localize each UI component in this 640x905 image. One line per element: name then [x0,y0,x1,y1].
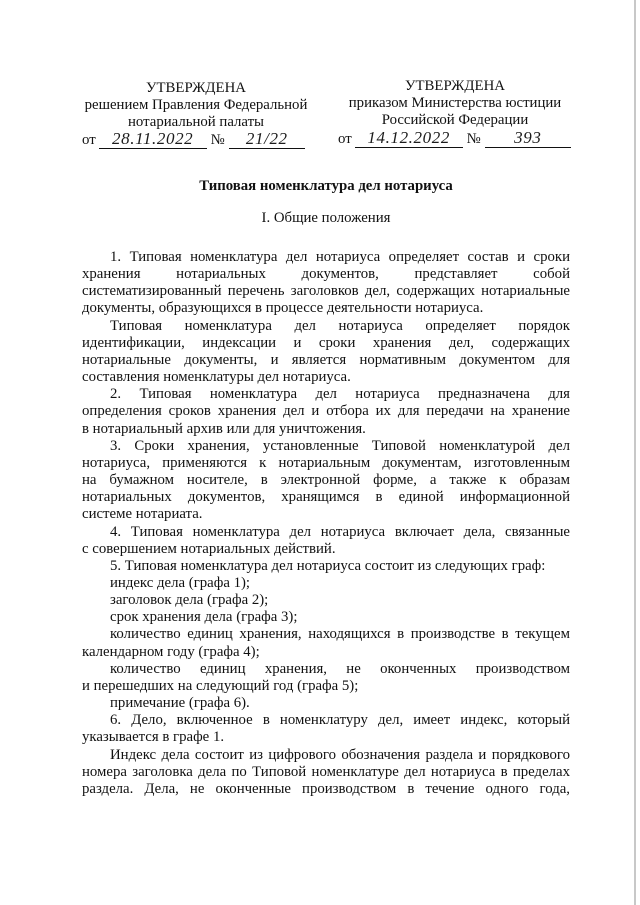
date-prefix-label: от [338,131,352,147]
paragraph-line: нотариальных документов, хранящимся в единой информационной [82,489,570,506]
number-sign-label: № [466,131,481,147]
approval-issuer-line: решением Правления Федеральной [84,97,308,113]
paragraph-line: в нотариальный архив или для уничтожения. [82,420,366,437]
paragraph [82,438,570,524]
paragraph-line: нотариальные документы, и является нормативным документом для [82,351,570,368]
paragraph-line: 6. Дело, включенное в номенклатуру дел, имеет индекс, который [110,712,570,729]
section-heading: I. Общие положения [261,210,391,226]
paragraph-line: и перешедших на следующий год (графа 5); [82,677,359,694]
paragraph-line: на бумажном носителе, в электронной форме, а также к образам [82,472,570,489]
paragraph [82,695,570,712]
approval-issuer-line: Российской Федерации [381,112,529,128]
handwritten-date: 28.11.2022 [99,130,207,149]
paragraph [82,524,570,558]
paragraph-line: количество единиц хранения, находящихся в производстве в текущем [110,626,570,643]
paragraph-line: хранения нотариальных документов, представляет собой [82,266,570,283]
approval-title: УТВЕРЖДЕНА [405,78,505,94]
paragraph-line: 5. Типовая номенклатура дел нотариуса состоит из следующих граф: [110,557,546,574]
approval-title: УТВЕРЖДЕНА [146,80,246,96]
handwritten-number: 21/22 [229,130,305,149]
paragraph [82,318,570,387]
paragraph-line: срок хранения дела (графа 3); [110,609,298,626]
paragraph-line: системе нотариата. [82,506,203,523]
paragraph [82,386,570,437]
date-prefix-label: от [82,132,96,148]
paragraph-line: 3. Сроки хранения, установленные Типовой номенклатурой дел [110,437,570,454]
paragraph-line: определения сроков хранения дел и отбора их для передачи на хранение [82,403,570,420]
paragraph-line: указывается в графе 1. [82,729,225,746]
paragraph-line: количество единиц хранения, не оконченных производством [110,660,570,677]
paragraph-line: индекс дела (графа 1); [110,574,251,591]
paragraph-line: календарном году (графа 4); [82,643,260,660]
paragraph-line: систематизированный перечень заголовков дел, содержащих нотариальные [82,283,570,300]
paragraph [82,592,570,609]
paragraph-line: с совершением нотариальных действий. [82,540,336,557]
paragraph-line: примечание (графа 6). [110,695,250,712]
paragraph-line: 2. Типовая номенклатура дел нотариуса предназначена для [110,386,570,403]
paragraph-line: раздела. Дела, не оконченные производством в течение одного года, [82,780,570,797]
approval-date-row [82,130,305,149]
handwritten-number: 393 [485,129,571,148]
paragraph [82,558,570,575]
approval-block-notary-chamber [76,80,316,131]
paragraph-line: номера заголовка дела по Типовой номенклатуре дел нотариуса в пределах [82,763,570,780]
paragraph-line: Типовая номенклатура дел нотариуса определяет порядок [110,317,570,334]
paragraph-line: составления номенклатуры дел нотариуса. [82,369,351,386]
number-sign-label: № [210,132,225,148]
document-body [82,249,570,798]
approval-issuer-line: приказом Министерства юстиции [348,95,562,111]
paragraph [82,575,570,592]
paragraph-line: 4. Типовая номенклатура дел нотариуса включает дела, связанные [110,523,570,540]
approval-date-row [338,129,571,148]
paragraph-line: идентификации, индексации и сроки хранения дел, содержащих [82,334,570,351]
paragraph [82,661,570,695]
paragraph-line: Индекс дела состоит из цифрового обозначения раздела и порядкового [110,746,570,763]
paragraph-line: документы, образующихся в процессе деятельности нотариуса. [82,300,484,317]
approval-issuer-line: нотариальной палаты [127,114,264,130]
paragraph-line: заголовок дела (графа 2); [110,592,269,609]
paragraph-line: нотариуса, применяются к нотариальным документам, изготовленным [82,454,570,471]
scan-edge [634,0,636,905]
paragraph-line: 1. Типовая номенклатура дел нотариуса определяет состав и сроки [110,249,570,265]
paragraph [82,626,570,660]
paragraph [82,747,570,798]
document-title: Типовая номенклатура дел нотариуса [199,178,453,194]
paragraph [82,609,570,626]
approval-block-ministry [335,78,575,129]
paragraph [82,249,570,318]
handwritten-date: 14.12.2022 [355,129,463,148]
paragraph [82,712,570,746]
